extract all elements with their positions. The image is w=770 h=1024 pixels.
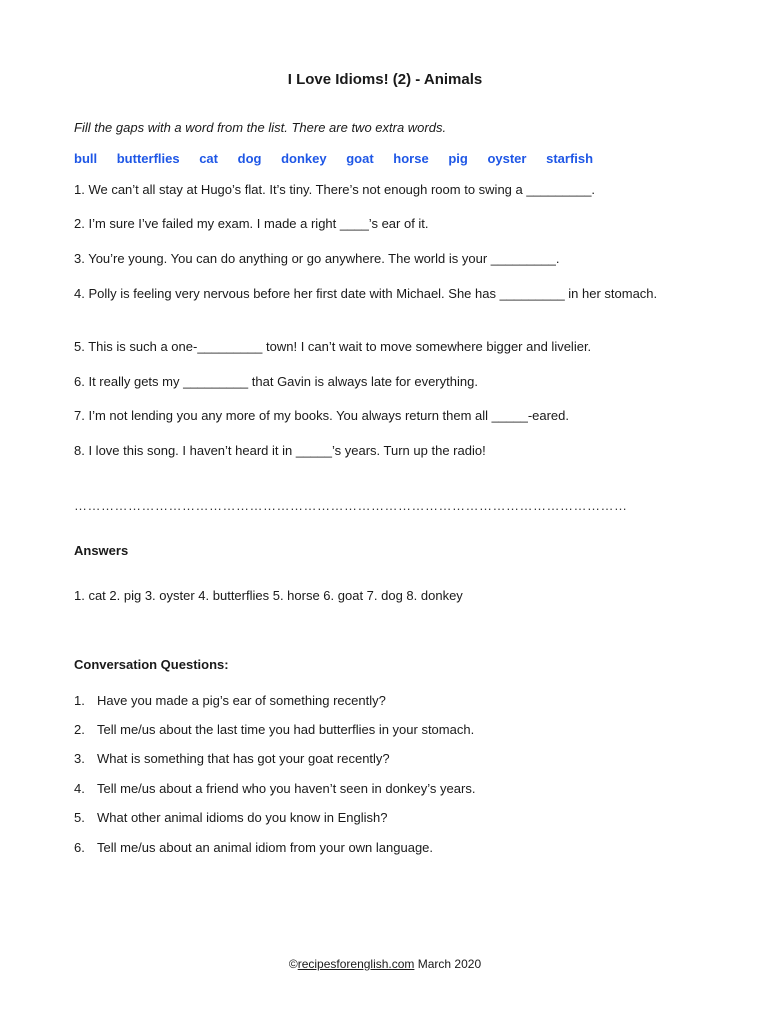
conversation-question: What is something that has got your goat recently?: [97, 751, 390, 766]
word-bank-item: starfish: [546, 151, 594, 166]
conversation-number: 3.: [74, 751, 85, 766]
conversation-heading: Conversation Questions:: [74, 657, 229, 672]
dotted-divider: ……………………………………………………………………………………………………………: [74, 498, 628, 513]
word-bank-item: horse: [393, 151, 429, 166]
conversation-number: 6.: [74, 840, 85, 855]
instructions: Fill the gaps with a word from the list. There are two extra words.: [74, 120, 447, 135]
question-item: 2. I’m sure I’ve failed my exam. I made a right ____’s ear of it.: [74, 216, 429, 231]
answers-text: 1. cat 2. pig 3. oyster 4. butterflies 5. horse 6. goat 7. dog 8. donkey: [74, 588, 463, 603]
question-item: 5. This is such a one-_________ town! I can’t wait to move somewhere bigger and livelier.: [74, 339, 592, 354]
word-bank-item: cat: [199, 151, 218, 166]
conversation-question: Tell me/us about a friend who you haven’t seen in donkey’s years.: [97, 781, 476, 796]
word-bank: [74, 151, 593, 166]
copyright-symbol: ©: [288, 957, 298, 971]
conversation-number: 4.: [74, 781, 85, 796]
word-bank-item: butterflies: [116, 151, 180, 166]
conversation-question: Have you made a pig’s ear of something recently?: [97, 693, 386, 708]
question-item: 6. It really gets my _________ that Gavin is always late for everything.: [74, 374, 478, 389]
question-item: 7. I’m not lending you any more of my books. You always return them all _____-eared.: [74, 408, 570, 423]
footer-date: March 2020: [414, 957, 482, 971]
conversation-number: 1.: [74, 693, 85, 708]
word-bank-item: goat: [346, 151, 374, 166]
word-bank-item: dog: [237, 151, 262, 166]
conversation-question: Tell me/us about an animal idiom from your own language.: [97, 840, 434, 855]
question-item: 1. We can’t all stay at Hugo’s flat. It’s tiny. There’s not enough room to swing a _________.: [74, 182, 596, 197]
conversation-question: What other animal idioms do you know in English?: [97, 810, 388, 825]
question-item: 4. Polly is feeling very nervous before her first date with Michael. She has _________ in her stomach.: [74, 286, 658, 301]
word-bank-item: pig: [448, 151, 468, 166]
conversation-question: Tell me/us about the last time you had butterflies in your stomach.: [97, 722, 475, 737]
word-bank-item: oyster: [487, 151, 527, 166]
footer-link[interactable]: recipesforenglish.com: [297, 957, 415, 971]
question-item: 3. You’re young. You can do anything or go anywhere. The world is your _________.: [74, 251, 560, 266]
word-bank-item: donkey: [281, 151, 327, 166]
conversation-number: 5.: [74, 810, 85, 825]
page-title: I Love Idioms! (2) - Animals: [287, 71, 483, 88]
word-bank-item: bull: [74, 151, 98, 166]
footer: [0, 957, 770, 971]
conversation-number: 2.: [74, 722, 85, 737]
question-item: 8. I love this song. I haven’t heard it in _____’s years. Turn up the radio!: [74, 443, 486, 458]
answers-heading: Answers: [74, 543, 129, 558]
